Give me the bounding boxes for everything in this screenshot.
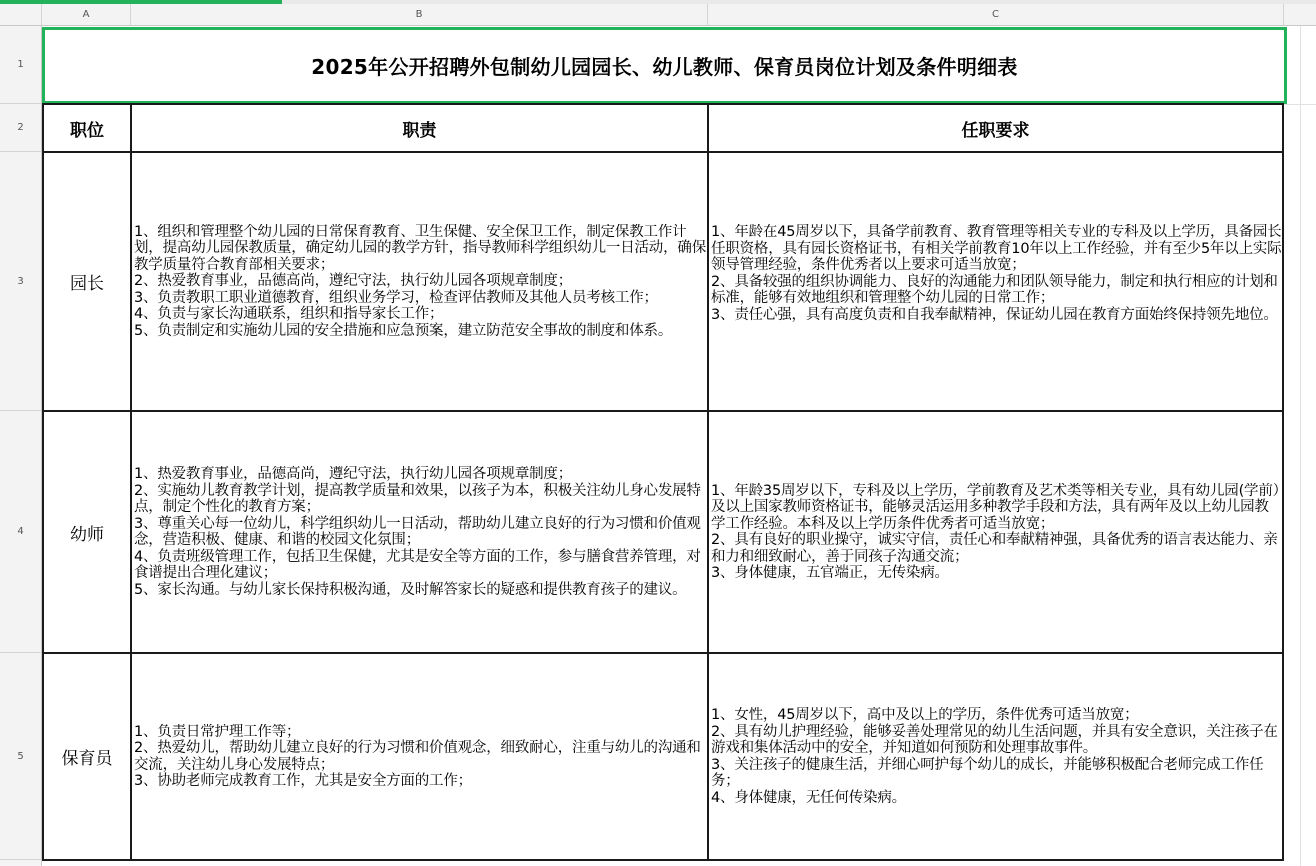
header-cell-duties[interactable] xyxy=(132,105,707,151)
requirements-text: 1、年龄在45周岁以下，具备学前教育、教育管理等相关专业的专科及以上学历，具备园长任职资格，具有园长资格证书，有相关学前教育10年以上工作经验，并有至少5年以上实际领导管理经验，条件优秀者以上要求可适当放宽； 2、具备较强的组织协调能力、良好的沟通能力和团队领导能力，制定和执行相应的计划和标准，能够有效地组织和管理整个幼儿园的日常工作； 3、责任心强，具有高度负责和自我奉献精神，保证幼儿园在教育方面始终保持领先地位。 xyxy=(711,224,1282,323)
row-header-3[interactable]: 3 xyxy=(0,152,42,411)
table-row-requirements-cell[interactable] xyxy=(711,412,1282,652)
table-border xyxy=(130,103,132,861)
duties-text: 1、负责日常护理工作等； 2、热爱幼儿，帮助幼儿建立良好的行为习惯和价值观念，细致耐心，注重与幼儿的沟通和交流，关注幼儿身心发展特点； 3、协助老师完成教育工作，尤其是安全方面的工作； xyxy=(134,723,701,789)
table-row-requirements-cell[interactable] xyxy=(711,654,1282,859)
requirements-text: 1、年龄35周岁以下，专科及以上学历，学前教育及艺术类等相关专业，具有幼儿园(学前）及以上国家教师资格证书，能够灵活运用多种教学手段和方法，具有两年及以上幼儿园教学工作经验。本科及以上学历条件优秀者可适当放宽； 2、具有良好的职业操守，诚实守信，责任心和奉献精神强，具备优秀的语言表达能力、亲和力和细致耐心，善于同孩子沟通交流； 3、身体健康，五官端正，无传染病。 xyxy=(711,482,1280,581)
table-row-position-cell[interactable] xyxy=(44,412,130,652)
duties-text: 1、热爱教育事业，品德高尚，遵纪守法，执行幼儿园各项规章制度； 2、实施幼儿教育教学计划，提高教学质量和效果，以孩子为本，积极关注幼儿身心发展特点，制定个性化的教育方案； 3、尊重关心每一位幼儿，科学组织幼儿一日活动，帮助幼儿建立良好的行为习惯和价值观念，营造积极、健康、和谐的校园文化氛围； 4、负责班级管理工作，包括卫生保健，尤其是安全等方面的工作，参与膳食营养管理，对食谱提出合理化建议； 5、家长沟通。与幼儿家长保持积极沟通，及时解答家长的疑惑和提供教育孩子的建议。 xyxy=(134,466,701,598)
table-row-duties-cell[interactable] xyxy=(134,654,706,859)
table-row-position-cell[interactable] xyxy=(44,153,130,410)
header-cell-position[interactable] xyxy=(44,105,130,151)
table-row-position-cell[interactable] xyxy=(44,654,130,859)
column-header-c[interactable]: C xyxy=(708,4,1284,26)
select-all-corner[interactable] xyxy=(0,4,42,26)
position-name: 幼师 xyxy=(70,524,104,545)
row-header-4[interactable]: 4 xyxy=(0,411,42,653)
header-duties-label: 职责 xyxy=(402,120,437,141)
duties-text: 1、组织和管理整个幼儿园的日常保育教育、卫生保健、安全保卫工作，制定保教工作计划，提高幼儿园保教质量，确定幼儿园的教学方针，指导教师科学组织幼儿一日活动，确保教学质量符合教育部相关要求； 2、热爱教育事业，品德高尚，遵纪守法，执行幼儿园各项规章制度； 3、负责教职工职业道德教育，组织业务学习，检查评估教师及其他人员考核工作； 4、负责与家长沟通联系，组织和指导家长工作； 5、负责制定和实施幼儿园的安全措施和应急预案，建立防范安全事故的制度和体系。 xyxy=(134,223,706,339)
table-row-requirements-cell[interactable] xyxy=(711,153,1282,410)
column-header-b[interactable]: B xyxy=(131,4,708,26)
position-name: 保育员 xyxy=(61,749,113,769)
table-row-duties-cell[interactable] xyxy=(134,412,706,652)
table-border xyxy=(707,103,709,861)
column-header-a[interactable]: A xyxy=(42,4,131,26)
sheet-title: 2025年公开招聘外包制幼儿园园长、幼儿教师、保育员岗位计划及条件明细表 xyxy=(311,55,1018,79)
row-header-5[interactable]: 5 xyxy=(0,653,42,860)
row-header-2[interactable]: 2 xyxy=(0,104,42,152)
position-name: 园长 xyxy=(70,274,104,294)
table-border xyxy=(42,859,1284,861)
gridline xyxy=(1300,26,1301,866)
column-header-next[interactable] xyxy=(1284,4,1316,26)
table-border xyxy=(1282,103,1284,861)
requirements-text: 1、女性，45周岁以下，高中及以上的学历，条件优秀可适当放宽； 2、具有幼儿护理经验，能够妥善处理常见的幼儿生活问题，并具有安全意识，关注孩子在游戏和集体活动中的安全，并知道如何预防和处理事故事件。 3、关注孩子的健康生活，并细心呵护每个幼儿的成长，并能够积极配合老师完成工作任务； 4、身体健康，无任何传染病。 xyxy=(711,707,1278,806)
row-header-next[interactable] xyxy=(0,860,42,866)
title-cell[interactable] xyxy=(42,27,1287,104)
table-row-duties-cell[interactable] xyxy=(134,153,706,410)
header-cell-requirements[interactable] xyxy=(709,105,1282,151)
header-requirements-label: 任职要求 xyxy=(961,120,1030,141)
header-position-label: 职位 xyxy=(70,120,104,141)
row-header-1[interactable]: 1 xyxy=(0,26,42,104)
